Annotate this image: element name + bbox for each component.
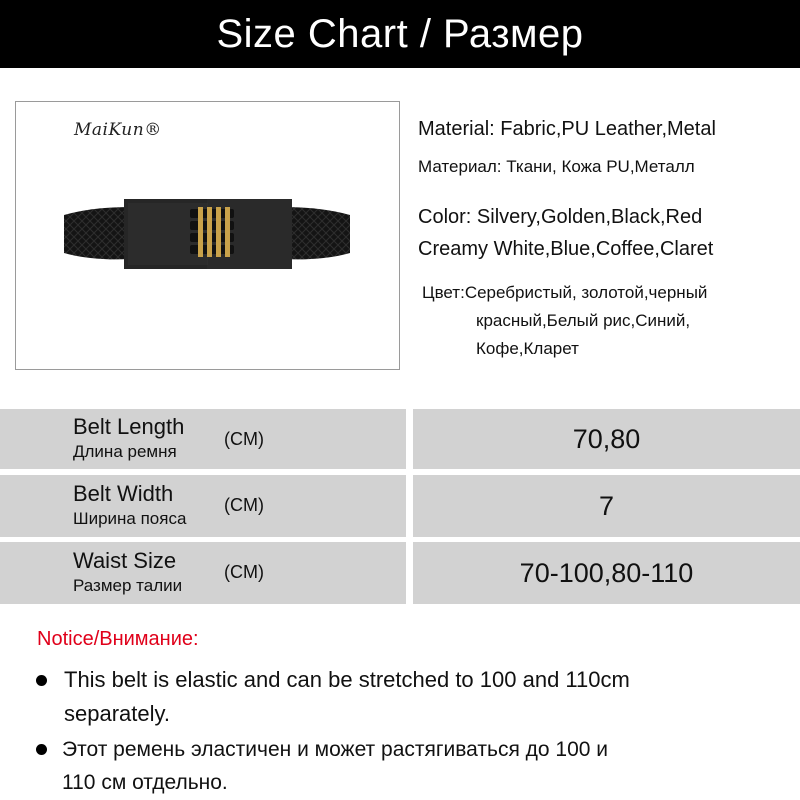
brand-logo: MaiKun®: [74, 120, 162, 140]
table-row: [0, 475, 800, 537]
color-ru-line3: Кофе,Кларет: [476, 339, 579, 358]
color-en-line2: Creamy White,Blue,Coffee,Claret: [418, 238, 714, 260]
row-label-en: Belt Length: [73, 414, 185, 439]
material-en: Material: Fabric,PU Leather,Metal: [418, 118, 716, 140]
color-en-line1: Color: Silvery,Golden,Black,Red: [418, 206, 703, 228]
color-ru-line2: красный,Белый рис,Синий,: [476, 311, 691, 330]
table-label-cell: [0, 409, 406, 469]
table-row: [0, 409, 800, 469]
bullet-icon: [36, 744, 47, 755]
notice-item2-line1: Этот ремень эластичен и может растягиваться до 100 и: [62, 738, 609, 761]
row-unit: (CM): [224, 562, 264, 582]
row-label-en: Waist Size: [73, 548, 177, 573]
notice-title: Notice/Внимание:: [37, 628, 199, 650]
row-label-ru: Длина ремня: [73, 442, 177, 461]
notice-item1-line1: This belt is elastic and can be stretched to 100 and 110cm: [64, 667, 630, 692]
row-unit: (CM): [224, 429, 264, 449]
header-banner: [0, 0, 800, 68]
row-label-ru: Ширина пояса: [73, 509, 187, 528]
row-value: 70-100,80-110: [413, 542, 800, 604]
row-label-ru: Размер талии: [73, 576, 183, 595]
product-photo: [15, 101, 400, 370]
row-value: 70,80: [413, 409, 800, 469]
table-row: [0, 542, 800, 604]
page-title: Size Chart / Размер: [216, 11, 584, 56]
table-label-cell: [0, 542, 406, 604]
notice-item1-line2: separately.: [64, 701, 170, 726]
bullet-icon: [36, 675, 47, 686]
row-unit: (CM): [224, 495, 264, 515]
material-ru: Материал: Ткани, Кожа PU,Металл: [418, 157, 695, 176]
row-value: 7: [413, 475, 800, 537]
notice-item2-line2: 110 см отдельно.: [62, 771, 228, 794]
color-ru-line1: Цвет:Серебристый, золотой,черный: [422, 283, 708, 302]
row-label-en: Belt Width: [73, 481, 174, 506]
table-label-cell: [0, 475, 406, 537]
belt-image: [62, 177, 352, 277]
